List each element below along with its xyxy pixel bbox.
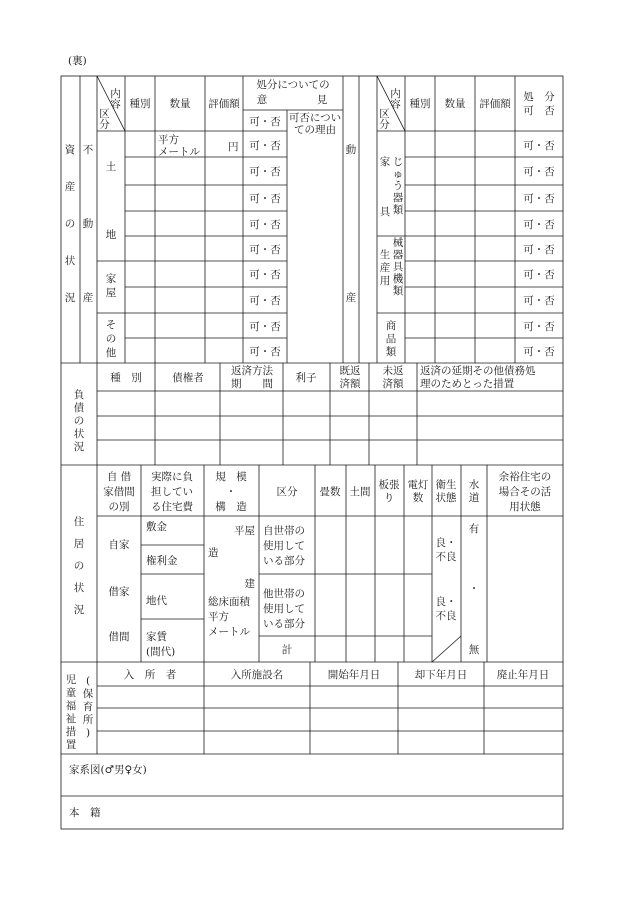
svg-text:う: う <box>392 180 404 192</box>
svg-text:・: ・ <box>468 583 480 595</box>
svg-text:祉: 祉 <box>65 713 77 725</box>
svg-text:場合その活: 場合その活 <box>498 486 552 498</box>
svg-text:可・否: 可・否 <box>249 219 281 231</box>
svg-text:童: 童 <box>65 687 77 699</box>
svg-text:平屋: 平屋 <box>234 525 255 537</box>
svg-text:況: 況 <box>64 292 76 304</box>
svg-text:数量: 数量 <box>444 98 466 110</box>
svg-text:そ: そ <box>105 319 117 331</box>
svg-text:種 別: 種 別 <box>110 372 142 384</box>
header-kahi: 可・否 <box>249 116 281 128</box>
svg-text:債権者: 債権者 <box>172 372 204 384</box>
svg-text:住: 住 <box>73 516 85 528</box>
svg-text:区分: 区分 <box>378 108 390 129</box>
svg-text:産: 産 <box>345 292 357 304</box>
svg-text:使用して: 使用して <box>263 540 305 552</box>
svg-text:他世帯の: 他世帯の <box>263 588 305 600</box>
svg-text:る住宅費: る住宅費 <box>151 501 193 513</box>
svg-text:廃止年月日: 廃止年月日 <box>496 669 550 681</box>
svg-text:の: の <box>73 415 85 427</box>
svg-text:いる部分: いる部分 <box>263 618 305 630</box>
svg-text:可・否: 可・否 <box>523 295 555 307</box>
svg-text:入所施設名: 入所施設名 <box>230 669 284 681</box>
diag-bottom-label: 区分 <box>98 108 110 129</box>
svg-text:使用して: 使用して <box>263 603 305 615</box>
svg-text:機: 機 <box>392 273 404 285</box>
svg-text:担してい: 担してい <box>151 486 193 498</box>
svg-text:既返: 既返 <box>339 365 361 377</box>
child-welfare-label <box>66 673 77 751</box>
svg-text:可・否: 可・否 <box>249 321 281 333</box>
form-frame <box>61 76 563 829</box>
svg-text:可・否: 可・否 <box>249 295 281 307</box>
assets-section-label <box>65 143 76 304</box>
svg-text:良・: 良・ <box>435 537 457 549</box>
assets-left-header <box>98 78 341 136</box>
svg-text:円: 円 <box>228 141 239 153</box>
header-shobun-top: 処分についての <box>256 79 330 91</box>
svg-text:平方: 平方 <box>158 134 179 146</box>
svg-text:家: 家 <box>105 273 117 285</box>
svg-text:却下年月日: 却下年月日 <box>414 669 468 681</box>
svg-text:メートル: メートル <box>208 626 250 638</box>
svg-text:可 否: 可 否 <box>523 105 555 117</box>
housing-section <box>74 465 563 662</box>
svg-text:器: 器 <box>392 192 404 204</box>
housing-header <box>103 470 551 513</box>
svg-text:メートル: メートル <box>158 146 200 158</box>
left-categories <box>106 160 117 359</box>
svg-text:債: 債 <box>73 402 85 414</box>
svg-text:可・否: 可・否 <box>249 193 281 205</box>
svg-text:資: 資 <box>64 144 76 156</box>
svg-text:ゅ: ゅ <box>392 168 404 180</box>
svg-text:措: 措 <box>65 726 77 738</box>
svg-text:可・否: 可・否 <box>249 346 281 358</box>
svg-text:置: 置 <box>65 739 77 751</box>
svg-text:不良: 不良 <box>435 551 457 563</box>
child-welfare-header <box>124 668 550 681</box>
svg-text:規 模: 規 模 <box>215 471 247 483</box>
svg-text:類: 類 <box>392 285 404 297</box>
svg-text:況: 況 <box>73 441 85 453</box>
housing-section-label <box>74 516 85 616</box>
svg-text:居: 居 <box>73 538 85 550</box>
svg-text:可・否: 可・否 <box>523 346 555 358</box>
svg-text:未返: 未返 <box>382 365 404 377</box>
svg-text:見: 見 <box>316 94 328 106</box>
svg-text:地: 地 <box>105 229 117 241</box>
svg-text:り: り <box>383 492 395 504</box>
dosan-label <box>346 143 357 304</box>
header-shobun-right: 処 分 <box>523 91 555 103</box>
svg-text:の別: の別 <box>108 501 130 513</box>
svg-text:じ: じ <box>392 156 404 168</box>
svg-text:返済方法: 返済方法 <box>231 365 273 377</box>
svg-text:造: 造 <box>208 547 219 559</box>
svg-text:具: 具 <box>379 206 391 218</box>
svg-text:計: 計 <box>281 644 293 656</box>
svg-text:の: の <box>73 560 85 572</box>
svg-text:自 借: 自 借 <box>106 471 132 483</box>
unit-labels <box>158 133 239 158</box>
svg-text:借間: 借間 <box>108 631 130 643</box>
svg-text:利子: 利子 <box>295 372 317 384</box>
svg-text:道: 道 <box>468 492 480 504</box>
svg-text:衛生: 衛生 <box>435 479 457 491</box>
svg-text:可・否: 可・否 <box>249 244 281 256</box>
svg-text:可・否: 可・否 <box>249 166 281 178</box>
svg-text:理のためとった措置: 理のためとった措置 <box>420 378 515 390</box>
header-suryo: 数量 <box>169 98 191 110</box>
svg-text:): ) <box>85 727 91 739</box>
right-categories <box>380 155 404 358</box>
svg-text:可・否: 可・否 <box>523 219 555 231</box>
svg-text:不: 不 <box>82 144 94 156</box>
svg-text:負: 負 <box>73 389 85 401</box>
svg-text:開始年月日: 開始年月日 <box>327 669 381 681</box>
svg-text:所: 所 <box>82 714 94 726</box>
svg-text:板張: 板張 <box>378 479 400 491</box>
svg-text:家: 家 <box>379 156 391 168</box>
svg-text:・: ・ <box>225 486 237 498</box>
svg-text:可・否: 可・否 <box>523 244 555 256</box>
svg-text:動: 動 <box>345 144 357 156</box>
svg-text:家借間: 家借間 <box>103 486 135 498</box>
svg-text:況: 況 <box>73 604 85 616</box>
svg-text:状: 状 <box>73 582 85 594</box>
svg-text:類: 類 <box>385 346 397 358</box>
svg-text:産: 産 <box>82 292 94 304</box>
svg-text:土間: 土間 <box>349 486 371 498</box>
svg-text:育: 育 <box>82 701 94 713</box>
svg-text:可・否: 可・否 <box>523 140 555 152</box>
svg-text:家賃: 家賃 <box>146 631 167 643</box>
svg-text:地代: 地代 <box>146 595 167 607</box>
svg-text:いる部分: いる部分 <box>263 555 305 567</box>
svg-text:不良: 不良 <box>435 610 457 622</box>
svg-text:可・否: 可・否 <box>523 269 555 281</box>
diag-top-label: 内容 <box>109 88 121 109</box>
svg-text:可・否: 可・否 <box>523 321 555 333</box>
child-welfare-section <box>66 662 563 754</box>
svg-text:状: 状 <box>73 428 85 440</box>
svg-text:権利金: 権利金 <box>146 555 178 567</box>
svg-text:屋: 屋 <box>105 287 117 299</box>
svg-text:平方: 平方 <box>208 611 229 623</box>
assets-section <box>65 76 563 363</box>
svg-text:(: ( <box>85 675 91 687</box>
debt-section <box>74 363 563 465</box>
svg-text:類: 類 <box>392 204 404 216</box>
svg-text:電灯: 電灯 <box>407 479 429 491</box>
svg-text:水: 水 <box>468 479 480 491</box>
svg-text:商: 商 <box>385 320 397 332</box>
svg-text:械: 械 <box>392 237 404 249</box>
svg-text:状態: 状態 <box>435 492 457 504</box>
svg-text:入 所 者: 入 所 者 <box>123 669 177 681</box>
assets-right-header <box>378 87 555 130</box>
svg-text:可・否: 可・否 <box>249 140 281 152</box>
svg-text:有: 有 <box>468 523 480 535</box>
svg-text:建: 建 <box>244 578 255 590</box>
header-kahi-reason: 可否につい <box>288 112 342 124</box>
svg-text:実際に負: 実際に負 <box>151 471 193 483</box>
svg-text:評価額: 評価額 <box>479 98 511 110</box>
svg-text:保: 保 <box>82 688 94 700</box>
svg-text:ての理由: ての理由 <box>294 124 336 136</box>
svg-text:期 間: 期 間 <box>231 378 273 390</box>
header-shubetsu: 種別 <box>129 98 151 110</box>
svg-text:借家: 借家 <box>108 586 130 598</box>
svg-text:の: の <box>64 218 76 230</box>
svg-text:畳数: 畳数 <box>319 486 341 498</box>
svg-text:可・否: 可・否 <box>523 166 555 178</box>
debt-section-label <box>74 388 86 453</box>
svg-text:産: 産 <box>64 181 76 193</box>
svg-text:種別: 種別 <box>409 98 431 110</box>
svg-text:可・否: 可・否 <box>249 269 281 281</box>
svg-text:意: 意 <box>256 94 268 106</box>
svg-text:用: 用 <box>379 275 391 287</box>
svg-text:済額: 済額 <box>382 378 404 390</box>
svg-text:可・否: 可・否 <box>523 193 555 205</box>
svg-text:自世帯の: 自世帯の <box>263 525 305 537</box>
svg-text:内容: 内容 <box>389 88 401 109</box>
header-hyokagaku: 評価額 <box>208 98 240 110</box>
svg-text:品: 品 <box>385 333 397 345</box>
svg-text:構 造: 構 造 <box>215 501 247 513</box>
svg-text:動: 動 <box>82 218 94 230</box>
svg-text:敷金: 敷金 <box>146 521 167 533</box>
svg-text:状: 状 <box>64 255 76 267</box>
family-tree-label: 家系図(♂男♀女) <box>69 764 147 776</box>
debt-header <box>110 364 536 390</box>
page-label: (裏) <box>68 55 87 67</box>
svg-text:産: 産 <box>379 262 391 274</box>
svg-text:良・: 良・ <box>435 596 457 608</box>
fudosan-label <box>83 144 94 304</box>
child-welfare-sublabel <box>83 675 94 739</box>
svg-text:(間代): (間代) <box>146 646 176 658</box>
svg-text:児: 児 <box>65 674 77 686</box>
svg-text:総床面積: 総床面積 <box>208 596 250 608</box>
svg-text:土: 土 <box>105 161 117 173</box>
svg-text:返済の延期その他債務処: 返済の延期その他債務処 <box>420 365 536 377</box>
svg-text:無: 無 <box>468 644 480 656</box>
svg-text:器: 器 <box>392 249 404 261</box>
svg-text:用状態: 用状態 <box>509 501 541 513</box>
svg-text:生: 生 <box>379 249 391 261</box>
svg-text:余裕住宅の: 余裕住宅の <box>498 471 552 483</box>
svg-text:数: 数 <box>412 492 424 504</box>
honseki-label: 本 籍 <box>69 807 101 819</box>
svg-text:の: の <box>105 333 117 345</box>
svg-text:済額: 済額 <box>339 378 361 390</box>
svg-text:福: 福 <box>65 700 77 712</box>
svg-text:具: 具 <box>392 261 404 273</box>
svg-text:自家: 自家 <box>108 539 130 551</box>
svg-text:他: 他 <box>105 347 117 359</box>
svg-text:区分: 区分 <box>276 486 298 498</box>
housing-body <box>109 520 480 658</box>
